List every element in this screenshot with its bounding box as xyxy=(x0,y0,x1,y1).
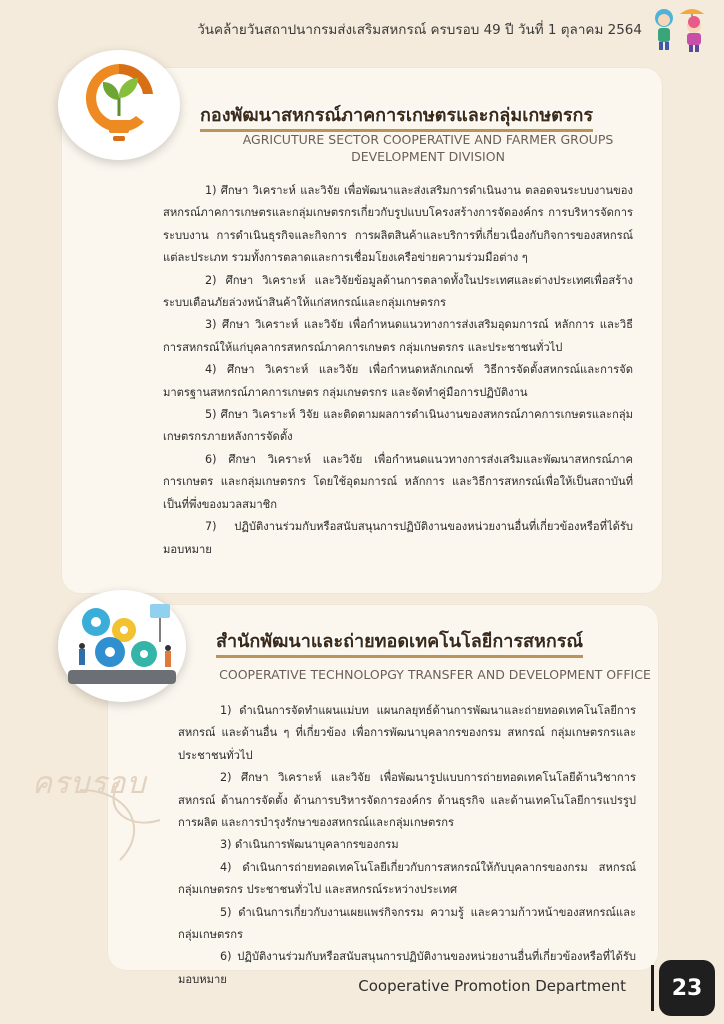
section2-title-en: COOPERATIVE TECHNOLOPGY TRANSFER AND DEVELOPMENT OFFICE xyxy=(219,667,651,682)
section2-body xyxy=(178,700,636,991)
section1-item-2: 2) ศึกษา วิเคราะห์ และวิจัยข้อมูลด้านการตลาดทั้งในประเทศและต่างประเทศเพื่อสร้างระบบเตือนภัยล่วงหน้าสินค้าให้แก่สหกรณ์และกลุ่มเกษตรกร xyxy=(163,273,633,310)
section2-item-6: 6) ปฏิบัติงานร่วมกับหรือสนับสนุนการปฏิบัติงานของหน่วยงานอื่นที่เกี่ยวข้องหรือที่ได้รับมอบหมาย xyxy=(178,950,636,986)
section2-item-2: 2) ศึกษา วิเคราะห์ และวิจัย เพื่อพัฒนารูปแบบการถ่ายทอดเทคโนโลยีด้านวิชาการสหกรณ์ ด้านการจัดตั้ง ด้านการบริหารจัดการองค์กร ด้านธุรกิจ และด้านเทคโนโลยีการแปรรูป การผลิต และการบำรุงรักษาของสหกรณ์และกลุ่มเกษตรกร xyxy=(178,771,636,830)
gears-teamwork-icon xyxy=(58,590,186,702)
section1-title-en: AGRICUTURE SECTOR COOPERATIVE AND FARMER GROUPS DEVELOPMENT DIVISION xyxy=(242,132,614,164)
section1-item-6: 6) ศึกษา วิเคราะห์ และวิจัย เพื่อกำหนดแนวทางการส่งเสริมและพัฒนาสหกรณ์ภาคการเกษตร และกลุ่มเกษตรกร โดยใช้อุดมการณ์ หลักการ และวิธีการสหกรณ์เพื่อให้เป็นสถาบันที่เป็นที่พึ่งของมวลสมาชิก xyxy=(163,452,633,511)
footer-department: Cooperative Promotion Department xyxy=(358,977,626,995)
mascots-icon xyxy=(650,4,712,54)
section2-item-3: 3) ดำเนินการพัฒนาบุคลากรของกรม xyxy=(220,838,399,852)
section2-icon-badge xyxy=(58,590,186,702)
page-header: วันคล้ายวันสถาปนากรมส่งเสริมสหกรณ์ ครบรอบ 49 ปี วันที่ 1 ตุลาคม 2564 xyxy=(197,22,642,38)
section1-icon-badge xyxy=(58,50,180,160)
section1-item-3: 3) ศึกษา วิเคราะห์ และวิจัย เพื่อกำหนดแนวทางการส่งเสริมอุดมการณ์ หลักการ และวิธีการสหกรณ์ให้แก่บุคลากรสหกรณ์ภาคการเกษตร กลุ่มเกษตรกร และประชาชนทั่วไป xyxy=(163,318,633,354)
section1-item-7: 7) ปฏิบัติงานร่วมกับหรือสนับสนุนการปฏิบัติงานของหน่วยงานอื่นที่เกี่ยวข้องหรือที่ได้รับมอบหมาย xyxy=(163,520,633,556)
section2-item-4: 4) ดำเนินการถ่ายทอดเทคโนโลยีเกี่ยวกับการสหกรณ์ให้กับบุคลากรของกรม สหกรณ์กลุ่มเกษตรกร ประชาชนทั่วไป และสหกรณ์ระหว่างประเทศ xyxy=(178,860,636,897)
footer-divider xyxy=(651,965,654,1011)
section2-title-th: สำนักพัฒนาและถ่ายทอดเทคโนโลยีการสหกรณ์ xyxy=(216,626,583,658)
section1-body xyxy=(163,180,633,561)
section1-title-th: กองพัฒนาสหกรณ์ภาคการเกษตรและกลุ่มเกษตรกร xyxy=(200,100,593,132)
page-number-badge: 23 xyxy=(659,960,715,1016)
watermark-text: ครบรอบ xyxy=(32,766,147,801)
decorative-curve-icon xyxy=(60,770,170,870)
section2-item-1: 1) ดำเนินการจัดทำแผนแม่บท แผนกลยุทธ์ด้านการพัฒนาและถ่ายทอดเทคโนโลยีการสหกรณ์ และด้านอื่น ๆ ที่เกี่ยวข้อง เพื่อการพัฒนาบุคลากรของกรม สหกรณ์ กลุ่มเกษตรกรและประชาชนทั่วไป xyxy=(178,704,636,762)
plant-lightbulb-icon xyxy=(58,50,180,160)
section1-item-5: 5) ศึกษา วิเคราะห์ วิจัย และติดตามผลการดำเนินงานของสหกรณ์ภาคการเกษตรและกลุ่มเกษตรกรภายหลังการจัดตั้ง xyxy=(163,408,633,444)
section1-item-4: 4) ศึกษา วิเคราะห์ และวิจัย เพื่อกำหนดหลักเกณฑ์ วิธีการจัดตั้งสหกรณ์และการจัดมาตรฐานสหกรณ์ภาคการเกษตร กลุ่มเกษตรกร และจัดทำคู่มือการปฏิบัติงาน xyxy=(163,363,633,399)
section1-item-1: 1) ศึกษา วิเคราะห์ และวิจัย เพื่อพัฒนาและส่งเสริมการดำเนินงาน ตลอดจนระบบงานของสหกรณ์ภาคการเกษตรและกลุ่มเกษตรกรเกี่ยวกับรูปแบบโครงสร้างการจัดองค์กร การบริหารจัดการระบบงาน การดำเนินธุรกิจและกิจการ การผลิตสินค้าและบริการที่เกี่ยวเนื่องกับกิจการของสหกรณ์แต่ละประเภท รวมทั้งการตลาดและการเชื่อมโยงเครือข่ายความร่วมมือต่าง ๆ xyxy=(163,184,633,265)
section2-item-5: 5) ดำเนินการเกี่ยวกับงานเผยแพร่กิจกรรม ความรู้ และความก้าวหน้าของสหกรณ์และกลุ่มเกษตรกร xyxy=(178,905,636,942)
